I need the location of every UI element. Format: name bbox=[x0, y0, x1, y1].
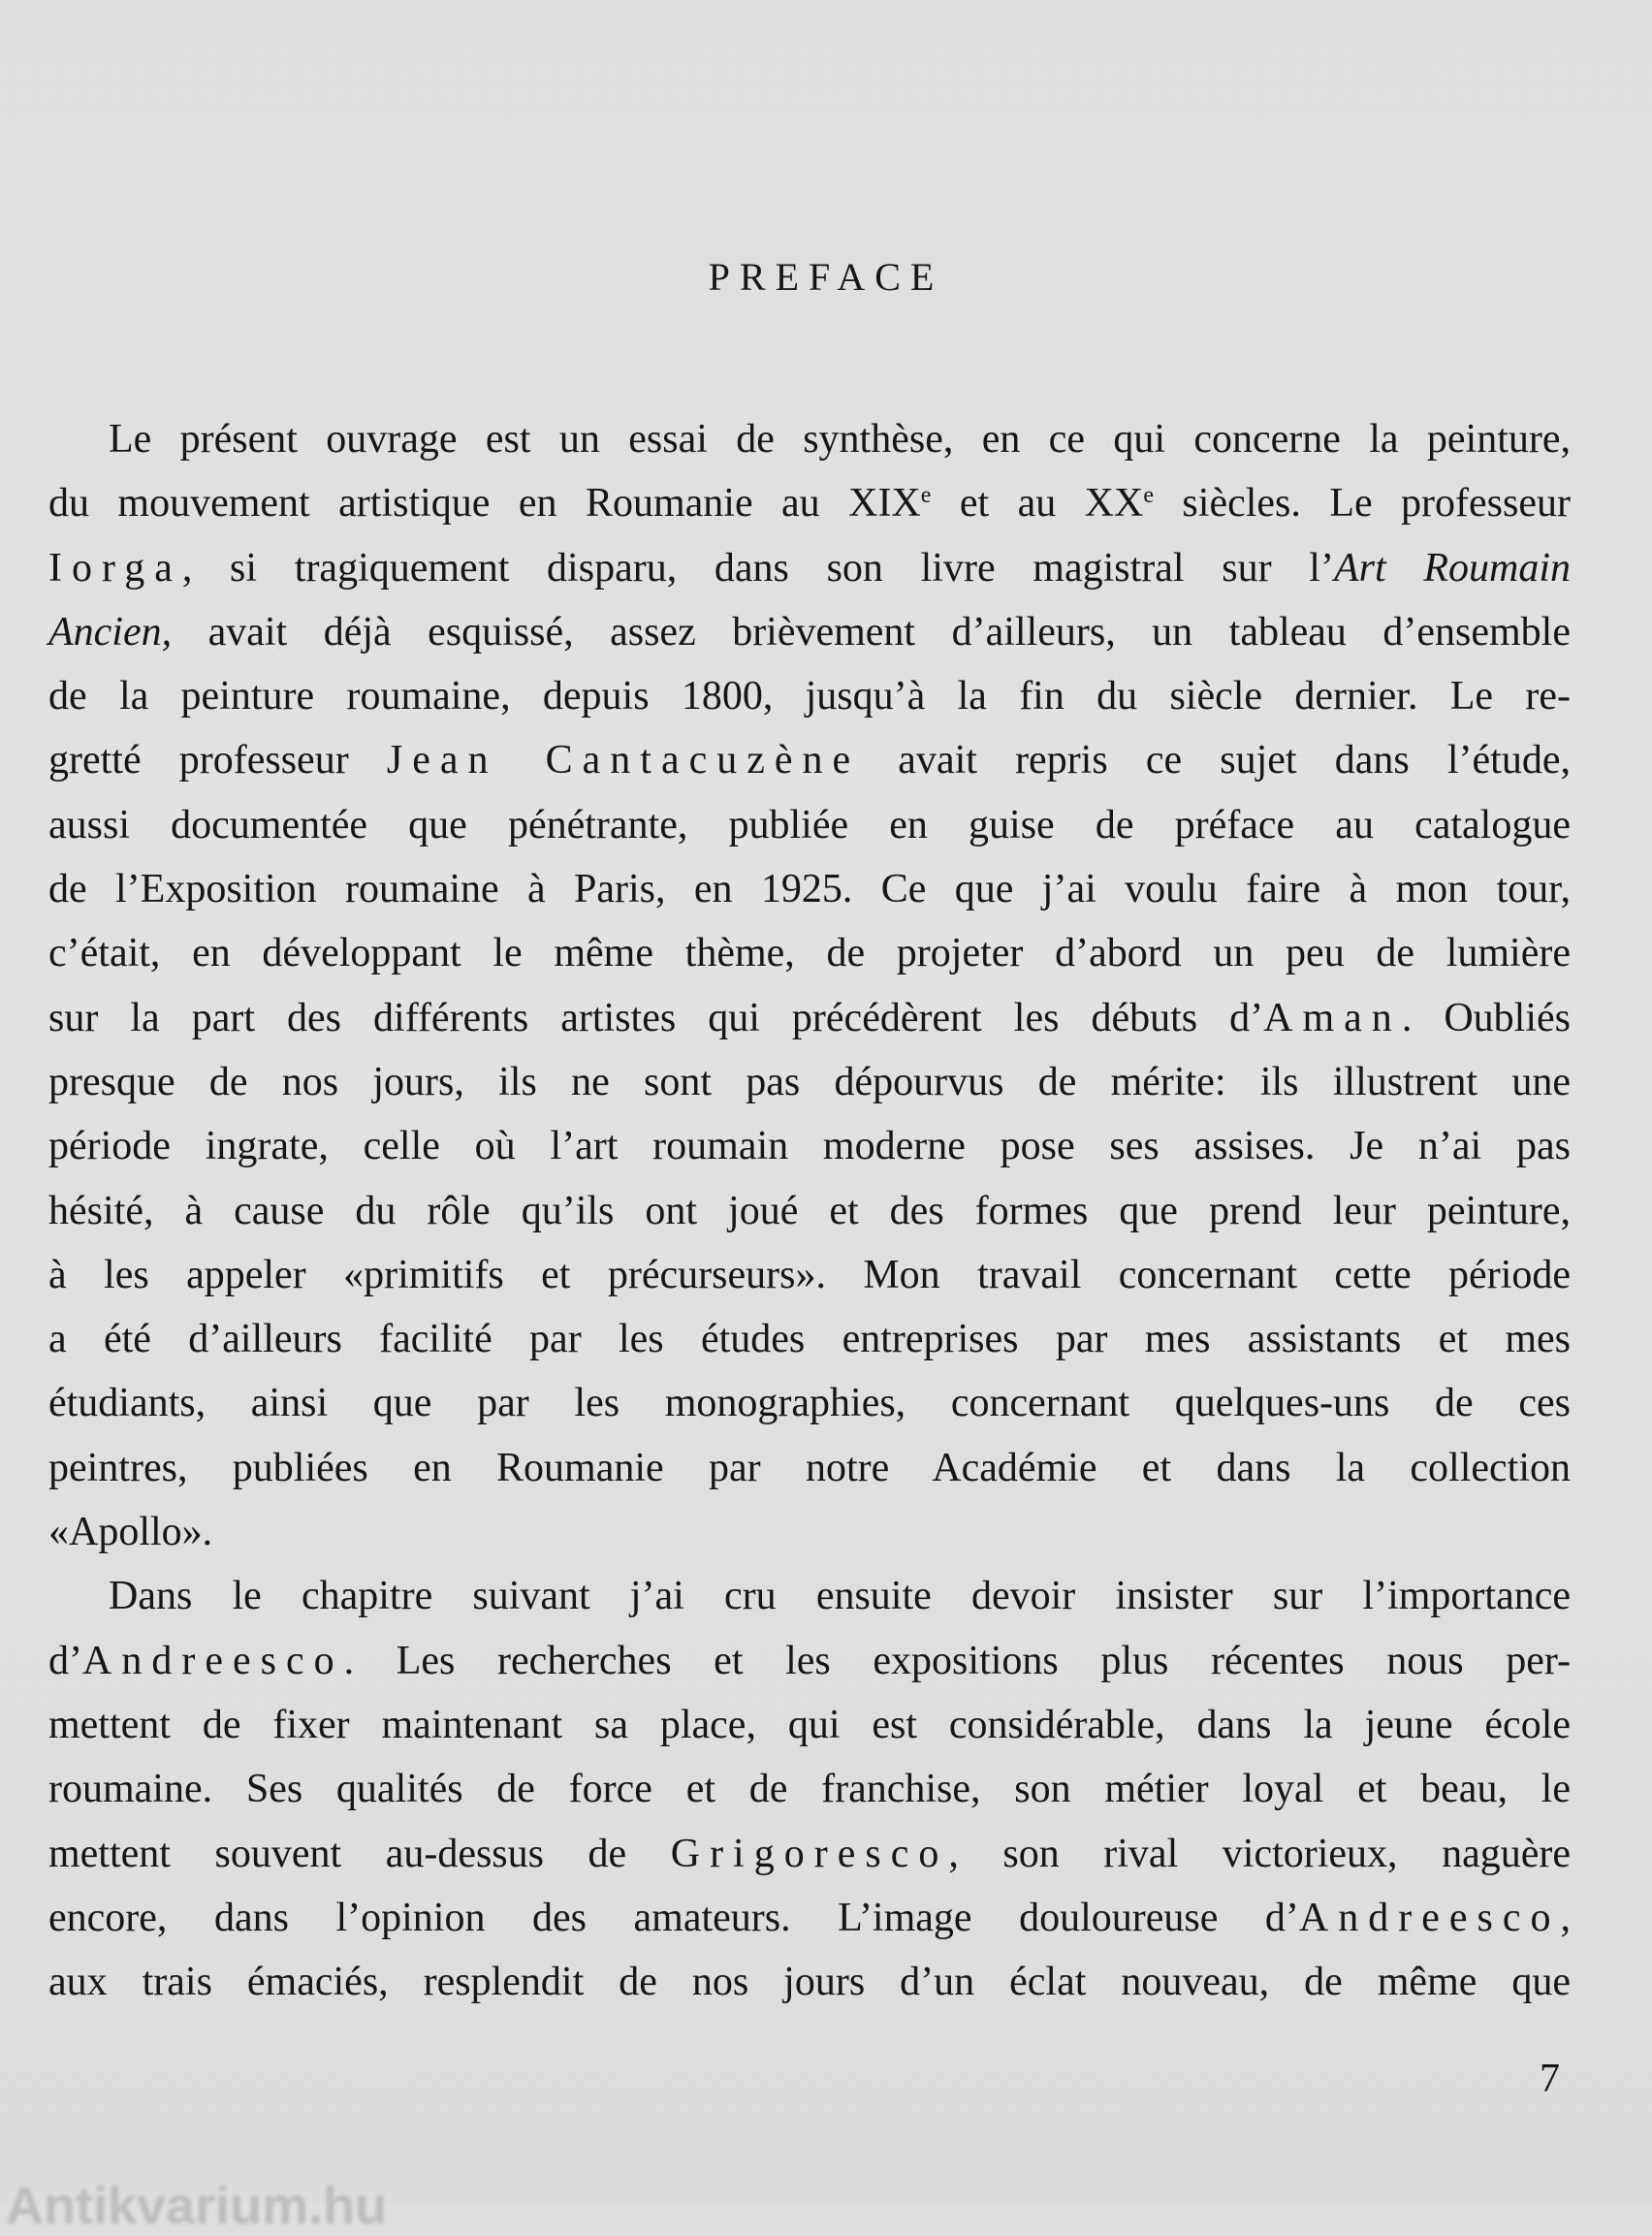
text-segment: sur la part des différents artistes qui précédèrent les débuts d’ bbox=[48, 995, 1264, 1040]
text-segment: période ingrate, celle où l’art roumain moderne pose ses assises. Je n’ai pas bbox=[48, 1124, 1571, 1169]
italic-title: Ancien, bbox=[48, 609, 173, 655]
text-segment: c’était, en développant le même thème, de projeter d’abord un peu de lumière bbox=[48, 931, 1571, 976]
text-line bbox=[48, 1629, 1571, 1693]
name-spaced: Grigoresco bbox=[670, 1831, 949, 1876]
text-line bbox=[48, 536, 1571, 600]
text-segment: d’ bbox=[48, 1638, 82, 1683]
text-segment: siècles. Le professeur bbox=[1154, 481, 1571, 527]
text-segment: du mouvement artistique en Roumanie au XIX bbox=[48, 481, 921, 527]
text-segment: , son rival victorieux, naguère bbox=[948, 1831, 1572, 1876]
text-line bbox=[48, 1436, 1571, 1500]
text-segment: , si tragiquement disparu, dans son livre magistral sur l’ bbox=[181, 545, 1334, 591]
text-line bbox=[48, 471, 1571, 535]
text-segment: «Apollo». bbox=[48, 1510, 213, 1555]
text-segment: avait déjà esquissé, assez brièvement d’ailleurs, un tableau d’ensemble bbox=[172, 609, 1571, 655]
text-segment: . Oubliés bbox=[1401, 995, 1571, 1040]
text-segment: aussi documentée que pénétrante, publiée en guise de préface au catalogue bbox=[48, 802, 1571, 847]
text-line bbox=[48, 921, 1571, 985]
text-line bbox=[48, 1500, 1571, 1564]
name-spaced: Andreesco bbox=[1298, 1895, 1561, 1940]
text-segment: Dans le chapitre suivant j’ai cru ensuite devoir insister sur l’importance bbox=[109, 1574, 1571, 1619]
superscript: e bbox=[1143, 483, 1154, 509]
text-line bbox=[48, 1179, 1571, 1243]
text-segment: étudiants, ainsi que par les monographies, concernant quelques-uns de ces bbox=[48, 1381, 1571, 1426]
text-segment: roumaine. Ses qualités de force et de franchise, son métier loyal et beau, le bbox=[48, 1767, 1571, 1812]
text-line bbox=[48, 1950, 1571, 2014]
text-line bbox=[48, 664, 1571, 728]
text-segment: mettent souvent au-dessus de bbox=[48, 1831, 671, 1876]
text-segment: Le présent ouvrage est un essai de synthèse, en ce qui concerne la peinture, bbox=[109, 417, 1571, 462]
text-line bbox=[48, 1564, 1571, 1628]
text-line bbox=[48, 1243, 1571, 1307]
text-line bbox=[48, 1822, 1571, 1886]
text-segment: peintres, publiées en Roumanie par notre Académie et dans la collection bbox=[48, 1445, 1571, 1490]
text-line bbox=[48, 1886, 1571, 1950]
text-line bbox=[48, 1050, 1571, 1114]
name-spaced: Jean Cantacuzène bbox=[386, 738, 861, 783]
name-spaced: Andreesco bbox=[82, 1638, 344, 1683]
text-segment: , bbox=[1560, 1895, 1571, 1940]
text-segment: à les appeler «primitifs et précurseurs». Mon travail concernant cette période bbox=[48, 1252, 1571, 1297]
name-spaced: Aman bbox=[1263, 995, 1402, 1040]
text-segment: aux trais émaciés, resplendit de nos jours d’un éclat nouveau, de même que bbox=[48, 1960, 1571, 2005]
name-spaced: Iorga bbox=[48, 545, 182, 591]
text-segment: hésité, à cause du rôle qu’ils ont joué et des formes que prend leur peinture, bbox=[48, 1188, 1571, 1233]
page-title: PREFACE bbox=[708, 255, 944, 299]
text-line bbox=[48, 407, 1571, 471]
text-line bbox=[48, 857, 1571, 921]
text-segment: gretté professeur bbox=[48, 738, 387, 783]
text-line bbox=[48, 1371, 1571, 1435]
superscript: e bbox=[920, 483, 932, 509]
text-segment: avait repris ce sujet dans l’étude, bbox=[860, 738, 1571, 783]
italic-title: Art Roumain bbox=[1333, 545, 1571, 591]
text-line bbox=[48, 600, 1571, 664]
text-line bbox=[48, 728, 1571, 792]
text-segment: de l’Exposition roumaine à Paris, en 1925. Ce que j’ai voulu faire à mon tour, bbox=[48, 867, 1571, 912]
text-segment: et au XX bbox=[931, 481, 1144, 527]
text-segment: mettent de fixer maintenant sa place, qui est considérable, dans la jeune école bbox=[48, 1702, 1571, 1747]
text-line bbox=[48, 1757, 1571, 1821]
page-number: 7 bbox=[1540, 2057, 1560, 2101]
text-segment: encore, dans l’opinion des amateurs. L’image douloureuse d’ bbox=[48, 1895, 1299, 1940]
text-line bbox=[48, 1307, 1571, 1371]
text-segment: . Les recherches et les expositions plus récentes nous per- bbox=[343, 1638, 1571, 1683]
watermark: Antikvarium.hu bbox=[6, 2177, 388, 2235]
text-segment: presque de nos jours, ils ne sont pas dépourvus de mérite: ils illustrent une bbox=[48, 1059, 1571, 1104]
text-line bbox=[48, 986, 1571, 1050]
text-segment: a été d’ailleurs facilité par les études entreprises par mes assistants et mes bbox=[48, 1317, 1571, 1362]
text-line bbox=[48, 793, 1571, 857]
text-segment: de la peinture roumaine, depuis 1800, jusqu’à la fin du siècle dernier. Le re- bbox=[48, 674, 1571, 719]
body-text bbox=[48, 407, 1571, 2014]
text-line bbox=[48, 1693, 1571, 1757]
text-line bbox=[48, 1114, 1571, 1178]
